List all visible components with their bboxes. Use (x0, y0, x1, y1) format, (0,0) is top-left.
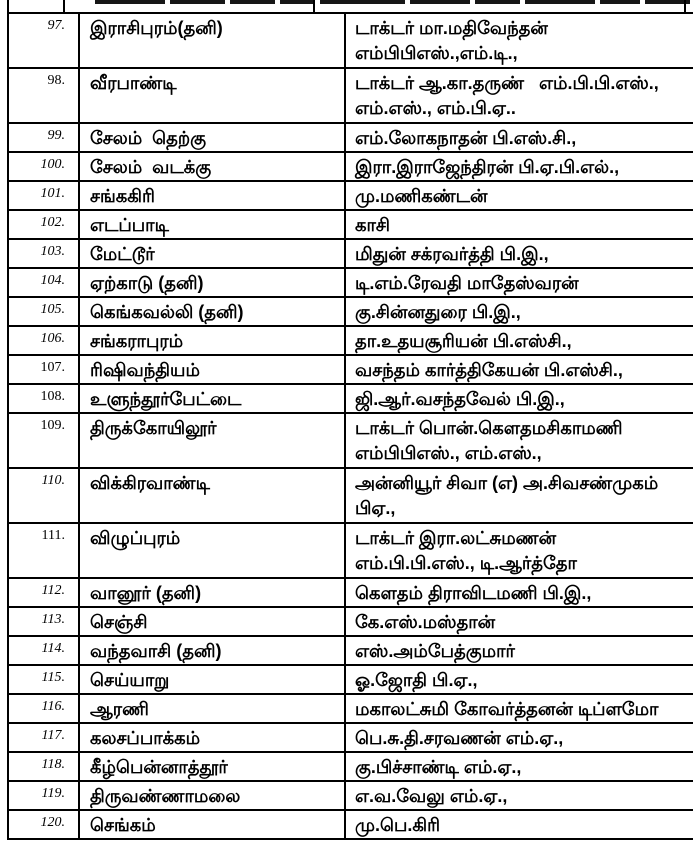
candidate-cell (345, 810, 693, 839)
constituency-cell: உளுந்தூர்பேட்டை (79, 384, 345, 413)
candidate-line: டி.எம்.ரேவதி மாதேஸ்வரன் (355, 273, 579, 293)
table-row (8, 239, 693, 268)
candidate-cell (345, 152, 693, 181)
candidate-cell (345, 181, 693, 210)
candidate-cell (345, 523, 693, 578)
candidate-cell (345, 781, 693, 810)
candidate-line: கு.சின்னதுரை பி.இ., (355, 302, 521, 322)
constituency-cell: ரிஷிவந்தியம் (79, 355, 345, 384)
constituency-cell: சேலம் வடக்கு (79, 152, 345, 181)
row-number: 106. (8, 326, 79, 355)
candidate-line: மிதுன் சக்ரவர்த்தி பி.இ., (355, 244, 549, 264)
constituency-cell: ஏற்காடு (தனி) (79, 268, 345, 297)
constituency-cell: சங்ககிரி (79, 181, 345, 210)
row-number: 101. (8, 181, 79, 210)
candidate-line: எம்பிபிஎஸ்., எம்.எஸ்., (355, 443, 542, 463)
clipped-text-fragment (280, 0, 315, 4)
table-row (8, 297, 693, 326)
row-number: 108. (8, 384, 79, 413)
candidate-cell (345, 13, 693, 68)
constituency-cell: எடப்பாடி (79, 210, 345, 239)
table-row (8, 384, 693, 413)
table-row (8, 607, 693, 636)
row-number: 116. (8, 694, 79, 723)
clipped-text-remnant (0, 0, 693, 12)
constituency-cell: விழுப்புரம் (79, 523, 345, 578)
row-number: 109. (8, 413, 79, 468)
constituency-cell: திருக்கோயிலூர் (79, 413, 345, 468)
candidate-cell (345, 636, 693, 665)
candidate-line: மு.பெ.கிரி (355, 815, 441, 835)
candidate-line: பிஏ., (355, 498, 396, 518)
candidate-line: எம்.லோகநாதன் பி.எஸ்.சி., (355, 128, 577, 148)
candidate-cell (345, 239, 693, 268)
table-body (8, 13, 693, 839)
candidate-cell (345, 384, 693, 413)
constituency-cell: சேலம் தெற்கு (79, 123, 345, 152)
candidate-cell (345, 297, 693, 326)
candidate-line: எஸ்.அம்பேத்குமார் (355, 641, 515, 661)
clipped-text-fragment (600, 0, 640, 4)
clipped-text-fragment (525, 0, 595, 4)
candidate-line: ஜி.ஆர்.வசந்தவேல் பி.இ., (355, 389, 565, 409)
table-row (8, 665, 693, 694)
candidate-cell (345, 665, 693, 694)
constituency-cell: விக்கிரவாண்டி (79, 468, 345, 523)
table-row (8, 181, 693, 210)
candidate-line: பெ.சு.தி.சரவணன் எம்.ஏ., (355, 728, 564, 748)
clipped-text-fragment (320, 0, 405, 4)
row-number: 100. (8, 152, 79, 181)
table-row (8, 723, 693, 752)
candidate-line: டாக்டர் மா.மதிவேந்தன் (355, 18, 548, 38)
constituency-cell: கெங்கவல்லி (தனி) (79, 297, 345, 326)
constituency-cell: சங்கராபுரம் (79, 326, 345, 355)
table-row (8, 413, 693, 468)
candidate-line: டாக்டர் ஆ.கா.தருண் எம்.பி.பி.எஸ்., (355, 73, 659, 93)
constituency-cell: கீழ்பென்னாத்தூர் (79, 752, 345, 781)
candidate-line: கௌதம் திராவிடமணி பி.இ., (355, 583, 592, 603)
row-number: 117. (8, 723, 79, 752)
candidate-line: எம்.எஸ்., எம்.பி.ஏ.. (355, 98, 516, 118)
row-number: 97. (8, 13, 79, 68)
table-row (8, 752, 693, 781)
candidate-line: எ.வ.வேலு எம்.ஏ., (355, 786, 508, 806)
candidate-cell (345, 68, 693, 123)
table-row (8, 268, 693, 297)
constituency-cell: கலசப்பாக்கம் (79, 723, 345, 752)
candidate-cell (345, 694, 693, 723)
constituency-cell: செங்கம் (79, 810, 345, 839)
row-number: 104. (8, 268, 79, 297)
row-number: 98. (8, 68, 79, 123)
table-row (8, 123, 693, 152)
table-row (8, 210, 693, 239)
constituency-cell: இராசிபுரம்(தனி) (79, 13, 345, 68)
table-row (8, 810, 693, 839)
candidate-cell (345, 723, 693, 752)
candidate-line: இரா.இராஜேந்திரன் பி.ஏ.பி.எல்., (355, 157, 620, 177)
candidate-line: வசந்தம் கார்த்திகேயன் பி.எஸ்சி., (355, 360, 623, 380)
table-row (8, 326, 693, 355)
clipped-text-fragment (95, 0, 165, 4)
candidate-cell (345, 268, 693, 297)
constituency-cell: வந்தவாசி (தனி) (79, 636, 345, 665)
candidate-cell (345, 578, 693, 607)
constituency-cell: செஞ்சி (79, 607, 345, 636)
candidate-line: டாக்டர் பொன்.கௌதமசிகாமணி (355, 418, 623, 438)
table-row (8, 781, 693, 810)
row-number: 112. (8, 578, 79, 607)
candidate-line: ஓ.ஜோதி பி.ஏ., (355, 670, 478, 690)
candidate-line: எம்.பி.பி.எஸ்., டி.ஆர்த்தோ (355, 553, 577, 573)
candidate-line: மு.மணிகண்டன் (355, 186, 488, 206)
row-number: 118. (8, 752, 79, 781)
table-row (8, 68, 693, 123)
candidate-line: டாக்டர் இரா.லட்சுமணன் (355, 528, 557, 548)
row-number: 102. (8, 210, 79, 239)
row-number: 114. (8, 636, 79, 665)
table-row (8, 152, 693, 181)
clipped-text-fragment (475, 0, 520, 4)
row-number: 113. (8, 607, 79, 636)
candidate-cell (345, 210, 693, 239)
row-number: 99. (8, 123, 79, 152)
candidates-table (7, 12, 693, 840)
table-row (8, 636, 693, 665)
candidate-cell (345, 607, 693, 636)
clipped-text-fragment (170, 0, 225, 4)
row-number: 120. (8, 810, 79, 839)
table-row (8, 578, 693, 607)
row-number: 115. (8, 665, 79, 694)
candidate-cell (345, 413, 693, 468)
constituency-cell: மேட்டூர் (79, 239, 345, 268)
candidate-cell (345, 752, 693, 781)
clipped-text-fragment (230, 0, 275, 4)
table-row (8, 694, 693, 723)
candidate-line: கே.எஸ்.மஸ்தான் (355, 612, 496, 632)
candidate-cell (345, 468, 693, 523)
candidate-line: கு.பிச்சாண்டி எம்.ஏ., (355, 757, 522, 777)
constituency-cell: வீரபாண்டி (79, 68, 345, 123)
table-row (8, 468, 693, 523)
constituency-cell: திருவண்ணாமலை (79, 781, 345, 810)
row-number: 103. (8, 239, 79, 268)
candidate-cell (345, 123, 693, 152)
table-row (8, 13, 693, 68)
constituency-cell: செய்யாறு (79, 665, 345, 694)
candidate-cell (345, 355, 693, 384)
row-number: 111. (8, 523, 79, 578)
candidate-line: அன்னியூர் சிவா (எ) அ.சிவசண்முகம் (355, 473, 659, 493)
row-number: 107. (8, 355, 79, 384)
candidate-line: எம்பிபிஎஸ்.,எம்.டி., (355, 43, 518, 63)
constituency-cell: வானூர் (தனி) (79, 578, 345, 607)
candidate-line: காசி (355, 215, 391, 235)
candidate-line: மகாலட்சுமி கோவர்த்தனன் டிப்ளமோ (355, 699, 659, 719)
row-number: 119. (8, 781, 79, 810)
table-row (8, 523, 693, 578)
candidate-cell (345, 326, 693, 355)
row-number: 105. (8, 297, 79, 326)
table-row (8, 355, 693, 384)
clipped-text-fragment (410, 0, 470, 4)
constituency-cell: ஆரணி (79, 694, 345, 723)
candidate-line: தா.உதயசூரியன் பி.எஸ்சி., (355, 331, 572, 351)
row-number: 110. (8, 468, 79, 523)
